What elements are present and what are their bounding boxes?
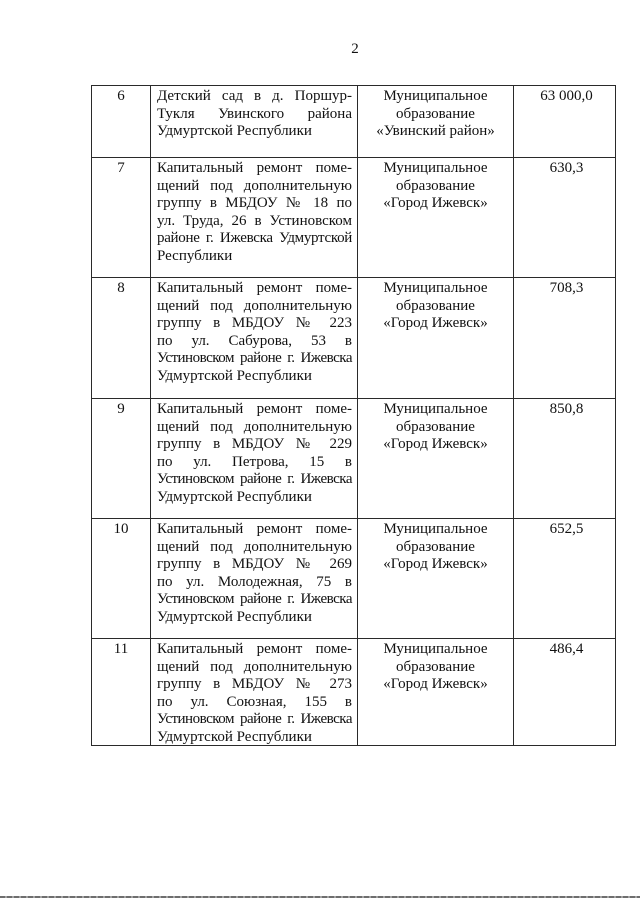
municipality-line: образование xyxy=(396,177,475,194)
row-number: 11 xyxy=(92,639,151,745)
table-row xyxy=(92,399,616,519)
table-row xyxy=(92,639,616,746)
object-description xyxy=(151,519,358,638)
description-line: Республики xyxy=(157,247,233,264)
municipality-line: Муниципальное xyxy=(383,521,488,537)
description-line: группу в МБДОУ № 229 xyxy=(157,436,352,452)
municipality-line: «Город Ижевск» xyxy=(383,556,488,572)
municipality-line: «Город Ижевск» xyxy=(383,315,488,331)
description-line: группу в МБДОУ № 223 xyxy=(157,315,352,331)
municipality xyxy=(358,278,514,398)
description-line: Устиновском районе г. Ижевска xyxy=(157,471,352,487)
row-number: 8 xyxy=(92,278,151,398)
object-description xyxy=(151,158,358,277)
description-line: Удмуртской Республики xyxy=(157,123,312,139)
description-line: по ул. Сабурова, 53 в xyxy=(157,332,352,349)
municipality-line: Муниципальное xyxy=(383,401,488,417)
description-line: группу в МБДОУ № 269 xyxy=(157,556,352,572)
description-line: ул. Труда, 26 в Устиновском xyxy=(157,212,352,229)
description-line: Устиновском районе г. Ижевска xyxy=(157,711,352,727)
row-number: 6 xyxy=(92,86,151,157)
description-line: Капитальный ремонт поме- xyxy=(157,641,352,657)
municipality-line: образование xyxy=(396,538,475,555)
municipality-line: образование xyxy=(396,658,475,675)
municipality-line: образование xyxy=(396,418,475,435)
description-line: группу в МБДОУ № 18 по xyxy=(157,195,352,211)
description-line: Устиновском районе г. Ижевска xyxy=(157,350,352,366)
municipality xyxy=(358,519,514,638)
amount: 486,4 xyxy=(514,639,616,745)
description-line: Удмуртской Республики xyxy=(157,608,312,625)
amount: 630,3 xyxy=(514,158,616,277)
funding-table xyxy=(91,85,616,746)
description-line: щений под дополнительную xyxy=(157,658,352,675)
municipality-line: «Город Ижевск» xyxy=(383,676,488,692)
object-description xyxy=(151,86,358,157)
municipality-line: Муниципальное xyxy=(383,88,488,104)
description-line: Капитальный ремонт поме- xyxy=(157,160,352,176)
municipality xyxy=(358,639,514,745)
description-line: Капитальный ремонт поме- xyxy=(157,280,352,296)
description-line: Устиновском районе г. Ижевска xyxy=(157,591,352,607)
table-row xyxy=(92,86,616,158)
amount: 652,5 xyxy=(514,519,616,638)
object-description xyxy=(151,639,358,745)
object-description xyxy=(151,278,358,398)
table-row xyxy=(92,158,616,278)
description-line: группу в МБДОУ № 273 xyxy=(157,676,352,692)
row-number: 7 xyxy=(92,158,151,277)
amount: 63 000,0 xyxy=(514,86,616,157)
row-number: 10 xyxy=(92,519,151,638)
municipality-line: «Город Ижевск» xyxy=(383,195,488,211)
description-line: Капитальный ремонт поме- xyxy=(157,401,352,417)
municipality-line: Муниципальное xyxy=(383,280,488,296)
description-line: Удмуртской Республики xyxy=(157,488,312,505)
municipality-line: образование xyxy=(396,297,475,314)
scan-edge-line xyxy=(0,896,640,898)
description-line: щений под дополнительную xyxy=(157,538,352,555)
municipality xyxy=(358,86,514,157)
description-line: Капитальный ремонт поме- xyxy=(157,521,352,537)
page-number: 2 xyxy=(351,41,359,57)
municipality xyxy=(358,399,514,518)
description-line: Тукля Увинского района xyxy=(157,105,352,122)
municipality-line: образование xyxy=(396,105,475,122)
description-line: Удмуртской Республики xyxy=(157,728,312,745)
table-row xyxy=(92,519,616,639)
municipality-line: «Город Ижевск» xyxy=(383,436,488,452)
description-line: щений под дополнительную xyxy=(157,418,352,435)
object-description xyxy=(151,399,358,518)
amount: 708,3 xyxy=(514,278,616,398)
description-line: по ул. Молодежная, 75 в xyxy=(157,573,352,590)
row-number: 9 xyxy=(92,399,151,518)
description-line: районе г. Ижевска Удмуртской xyxy=(157,230,352,246)
description-line: щений под дополнительную xyxy=(157,177,352,194)
description-line: по ул. Петрова, 15 в xyxy=(157,453,352,470)
municipality-line: Муниципальное xyxy=(383,641,488,657)
municipality-line: «Увинский район» xyxy=(376,123,495,139)
amount: 850,8 xyxy=(514,399,616,518)
description-line: по ул. Союзная, 155 в xyxy=(157,693,352,710)
description-line: Детский сад в д. Поршур- xyxy=(157,88,352,104)
table-row xyxy=(92,278,616,399)
municipality-line: Муниципальное xyxy=(383,160,488,176)
description-line: щений под дополнительную xyxy=(157,297,352,314)
description-line: Удмуртской Республики xyxy=(157,367,312,384)
municipality xyxy=(358,158,514,277)
